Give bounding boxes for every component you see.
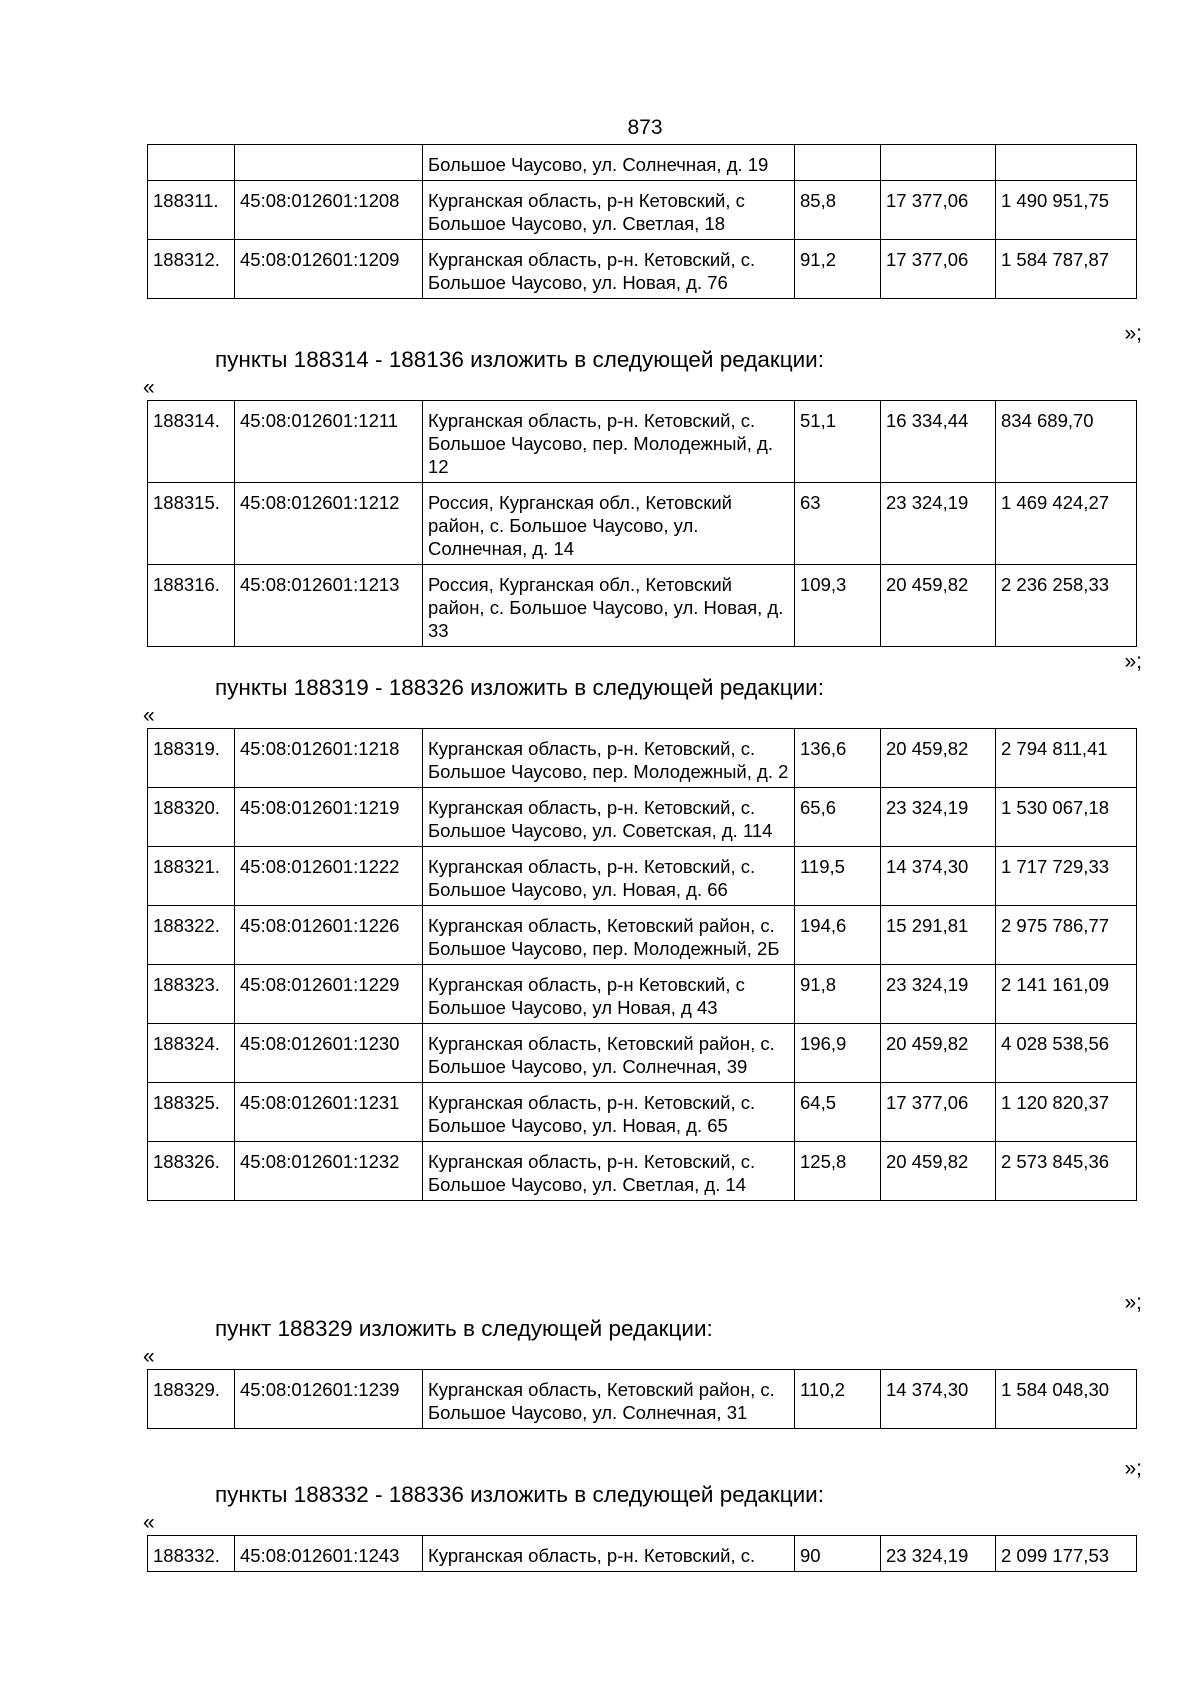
cell-row-number: 188314. <box>148 401 235 483</box>
cell-cadastral-value: 1 530 067,18 <box>996 788 1137 847</box>
cell-cadastral-number: 45:08:012601:1218 <box>235 729 423 788</box>
cell-unit-price: 20 459,82 <box>881 1024 996 1083</box>
cell-area: 196,9 <box>795 1024 881 1083</box>
table-row <box>148 401 1137 483</box>
table-row <box>148 1536 1137 1572</box>
cell-area: 51,1 <box>795 401 881 483</box>
table-row <box>148 729 1137 788</box>
table-row <box>148 1024 1137 1083</box>
cell-address: Курганская область, р-н. Кетовский, с. <box>423 1536 795 1572</box>
table-row <box>148 1370 1137 1429</box>
cell-unit-price: 14 374,30 <box>881 1370 996 1429</box>
cell-cadastral-number: 45:08:012601:1231 <box>235 1083 423 1142</box>
cell-unit-price: 17 377,06 <box>881 1083 996 1142</box>
cell-cadastral-value: 2 794 811,41 <box>996 729 1137 788</box>
cell-cadastral-value: 2 236 258,33 <box>996 565 1137 647</box>
table-row <box>148 240 1137 299</box>
cell-cadastral-number: 45:08:012601:1232 <box>235 1142 423 1201</box>
page-number: 873 <box>627 116 663 139</box>
cell-unit-price: 20 459,82 <box>881 1142 996 1201</box>
cell-address: Курганская область, р-н. Кетовский, с. Большое Чаусово, пер. Молодежный, д. 12 <box>423 401 795 483</box>
cell-area: 194,6 <box>795 906 881 965</box>
cell-unit-price: 16 334,44 <box>881 401 996 483</box>
cell-cadastral-value: 1 490 951,75 <box>996 181 1137 240</box>
cell-unit-price: 23 324,19 <box>881 965 996 1024</box>
cell-row-number: 188326. <box>148 1142 235 1201</box>
cell-row-number: 188325. <box>148 1083 235 1142</box>
cell-address: Курганская область, р-н. Кетовский, с. Большое Чаусово, ул. Новая, д. 76 <box>423 240 795 299</box>
cell-cadastral-number: 45:08:012601:1229 <box>235 965 423 1024</box>
close-quote: »; <box>1124 1291 1142 1314</box>
cell-cadastral-value: 4 028 538,56 <box>996 1024 1137 1083</box>
open-quote: « <box>143 704 155 727</box>
cell-unit-price: 17 377,06 <box>881 181 996 240</box>
cell-row-number: 188321. <box>148 847 235 906</box>
cell-area: 119,5 <box>795 847 881 906</box>
cell-cadastral-number: 45:08:012601:1211 <box>235 401 423 483</box>
cell-area: 63 <box>795 483 881 565</box>
cell-address: Курганская область, р-н. Кетовский, с. Большое Чаусово, ул. Новая, д. 66 <box>423 847 795 906</box>
cell-cadastral-value: 834 689,70 <box>996 401 1137 483</box>
cell-cadastral-value: 2 141 161,09 <box>996 965 1137 1024</box>
open-quote: « <box>143 376 155 399</box>
cell-row-number: 188316. <box>148 565 235 647</box>
open-quote: « <box>143 1511 155 1534</box>
cell-unit-price: 23 324,19 <box>881 483 996 565</box>
cell-address: Курганская область, р-н Кетовский, с Большое Чаусово, ул Новая, д 43 <box>423 965 795 1024</box>
table-row <box>148 906 1137 965</box>
cell-cadastral-value <box>996 145 1137 181</box>
cell-cadastral-number: 45:08:012601:1219 <box>235 788 423 847</box>
cell-unit-price: 15 291,81 <box>881 906 996 965</box>
cell-cadastral-number: 45:08:012601:1230 <box>235 1024 423 1083</box>
cell-unit-price: 20 459,82 <box>881 565 996 647</box>
table-row <box>148 145 1137 181</box>
cell-row-number: 188320. <box>148 788 235 847</box>
cell-address: Курганская область, Кетовский район, с. Большое Чаусово, ул. Солнечная, 31 <box>423 1370 795 1429</box>
amendment-instruction-4: пункты 188332 - 188336 изложить в следующей редакции: <box>215 1482 825 1507</box>
cell-cadastral-number: 45:08:012601:1243 <box>235 1536 423 1572</box>
cell-address: Курганская область, р-н. Кетовский, с. Большое Чаусово, ул. Советская, д. 114 <box>423 788 795 847</box>
close-quote: »; <box>1124 1457 1142 1480</box>
cell-row-number: 188315. <box>148 483 235 565</box>
cell-unit-price: 20 459,82 <box>881 729 996 788</box>
amendment-instruction-2: пункты 188319 - 188326 изложить в следующей редакции: <box>215 675 825 700</box>
cell-cadastral-value: 2 975 786,77 <box>996 906 1137 965</box>
registry-table-5 <box>147 1535 1137 1572</box>
cell-cadastral-number: 45:08:012601:1208 <box>235 181 423 240</box>
cell-row-number: 188322. <box>148 906 235 965</box>
cell-row-number: 188323. <box>148 965 235 1024</box>
cell-row-number: 188319. <box>148 729 235 788</box>
cell-area: 85,8 <box>795 181 881 240</box>
cell-address: Курганская область, р-н. Кетовский, с. Большое Чаусово, пер. Молодежный, д. 2 <box>423 729 795 788</box>
cell-cadastral-value: 1 469 424,27 <box>996 483 1137 565</box>
cell-area <box>795 145 881 181</box>
table-row <box>148 1142 1137 1201</box>
registry-table-4 <box>147 1369 1137 1429</box>
cell-row-number: 188332. <box>148 1536 235 1572</box>
cell-address: Россия, Курганская обл., Кетовский район, с. Большое Чаусово, ул. Солнечная, д. 14 <box>423 483 795 565</box>
cell-area: 136,6 <box>795 729 881 788</box>
cell-cadastral-value: 2 573 845,36 <box>996 1142 1137 1201</box>
cell-cadastral-value: 1 717 729,33 <box>996 847 1137 906</box>
close-quote: »; <box>1124 322 1142 345</box>
cell-area: 65,6 <box>795 788 881 847</box>
cell-unit-price: 14 374,30 <box>881 847 996 906</box>
cell-address: Курганская область, р-н Кетовский, с Большое Чаусово, ул. Светлая, 18 <box>423 181 795 240</box>
registry-table-1 <box>147 144 1137 299</box>
cell-address: Большое Чаусово, ул. Солнечная, д. 19 <box>423 145 795 181</box>
cell-cadastral-value: 2 099 177,53 <box>996 1536 1137 1572</box>
cell-row-number <box>148 145 235 181</box>
registry-table-2 <box>147 400 1137 647</box>
cell-cadastral-value: 1 584 787,87 <box>996 240 1137 299</box>
cell-area: 125,8 <box>795 1142 881 1201</box>
table-row <box>148 483 1137 565</box>
registry-table-3 <box>147 728 1137 1201</box>
cell-row-number: 188329. <box>148 1370 235 1429</box>
table-row <box>148 788 1137 847</box>
cell-unit-price: 23 324,19 <box>881 788 996 847</box>
cell-cadastral-value: 1 120 820,37 <box>996 1083 1137 1142</box>
table-row <box>148 181 1137 240</box>
cell-area: 110,2 <box>795 1370 881 1429</box>
cell-cadastral-number: 45:08:012601:1213 <box>235 565 423 647</box>
cell-cadastral-number: 45:08:012601:1239 <box>235 1370 423 1429</box>
cell-area: 90 <box>795 1536 881 1572</box>
open-quote: « <box>143 1345 155 1368</box>
cell-row-number: 188312. <box>148 240 235 299</box>
cell-unit-price <box>881 145 996 181</box>
amendment-instruction-1: пункты 188314 - 188136 изложить в следующей редакции: <box>215 347 825 372</box>
cell-address: Россия, Курганская обл., Кетовский район, с. Большое Чаусово, ул. Новая, д. 33 <box>423 565 795 647</box>
table-row <box>148 965 1137 1024</box>
cell-unit-price: 23 324,19 <box>881 1536 996 1572</box>
table-row <box>148 847 1137 906</box>
table-row <box>148 1083 1137 1142</box>
cell-cadastral-value: 1 584 048,30 <box>996 1370 1137 1429</box>
amendment-instruction-3: пункт 188329 изложить в следующей редакции: <box>215 1316 713 1341</box>
cell-row-number: 188324. <box>148 1024 235 1083</box>
cell-area: 91,2 <box>795 240 881 299</box>
cell-address: Курганская область, Кетовский район, с. Большое Чаусово, ул. Солнечная, 39 <box>423 1024 795 1083</box>
cell-area: 109,3 <box>795 565 881 647</box>
cell-unit-price: 17 377,06 <box>881 240 996 299</box>
cell-address: Курганская область, р-н. Кетовский, с. Большое Чаусово, ул. Новая, д. 65 <box>423 1083 795 1142</box>
cell-area: 64,5 <box>795 1083 881 1142</box>
cell-cadastral-number: 45:08:012601:1226 <box>235 906 423 965</box>
cell-cadastral-number <box>235 145 423 181</box>
cell-cadastral-number: 45:08:012601:1222 <box>235 847 423 906</box>
cell-address: Курганская область, Кетовский район, с. Большое Чаусово, пер. Молодежный, 2Б <box>423 906 795 965</box>
table-row <box>148 565 1137 647</box>
cell-area: 91,8 <box>795 965 881 1024</box>
cell-row-number: 188311. <box>148 181 235 240</box>
cell-cadastral-number: 45:08:012601:1212 <box>235 483 423 565</box>
cell-cadastral-number: 45:08:012601:1209 <box>235 240 423 299</box>
close-quote: »; <box>1124 650 1142 673</box>
cell-address: Курганская область, р-н. Кетовский, с. Большое Чаусово, ул. Светлая, д. 14 <box>423 1142 795 1201</box>
